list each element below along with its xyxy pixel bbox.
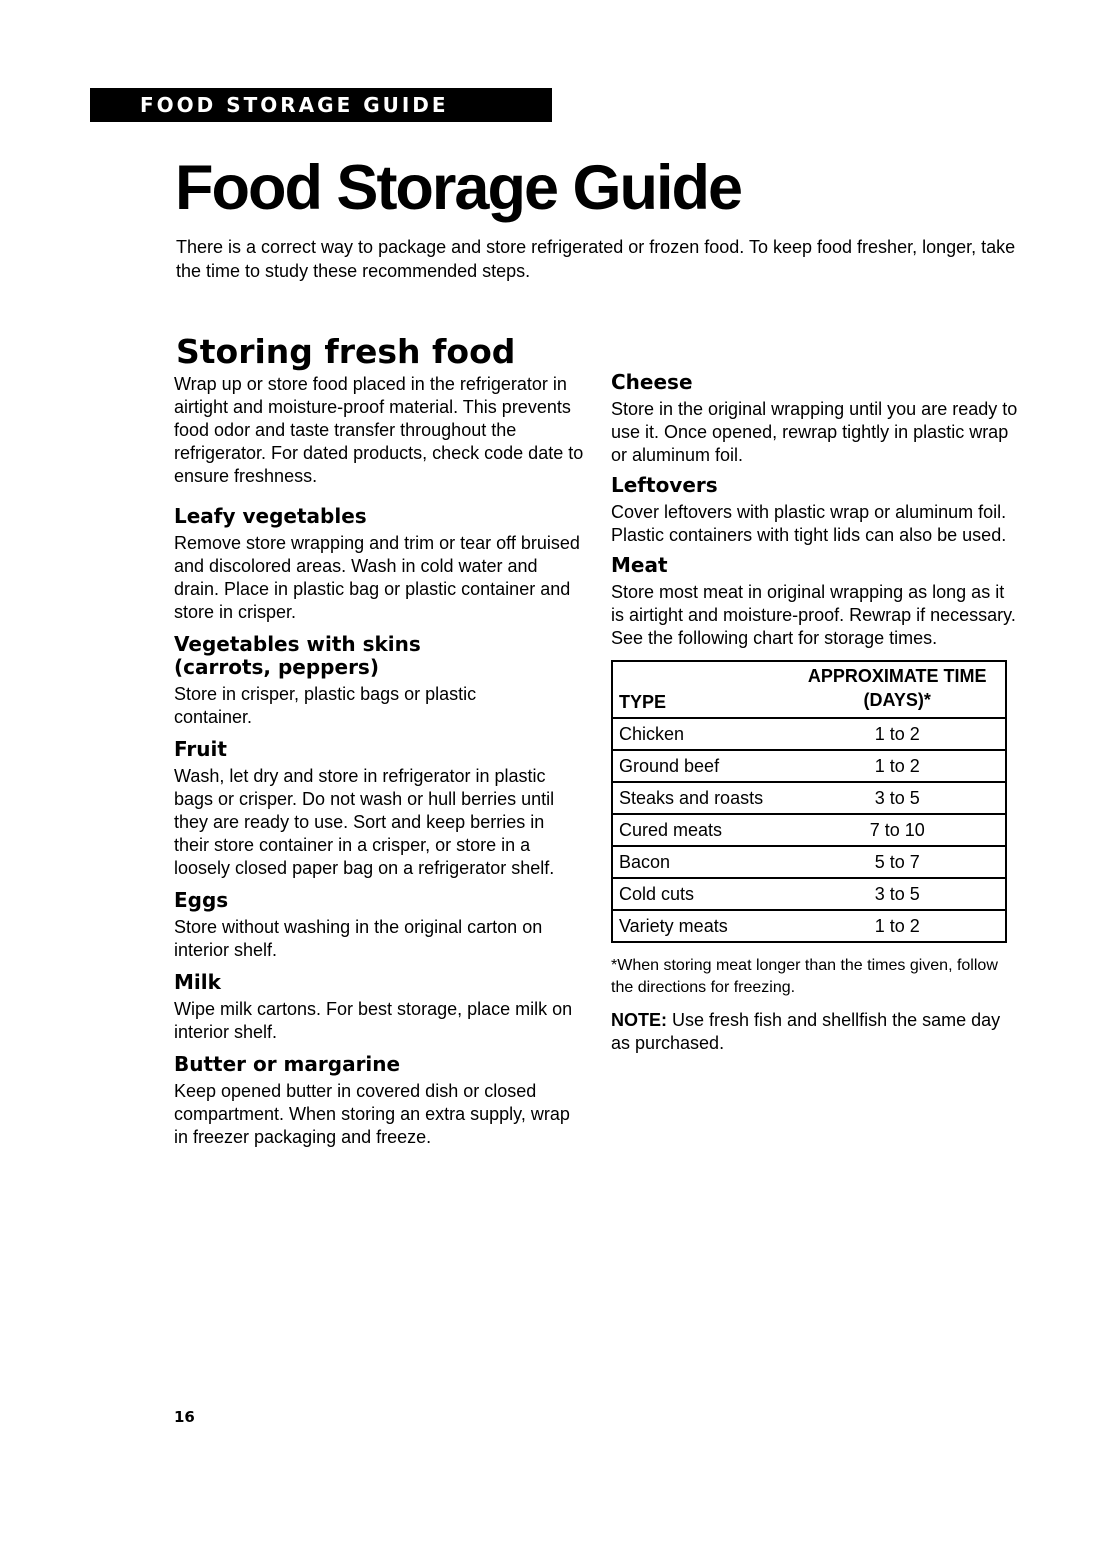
item-heading: Meat (611, 553, 668, 577)
meat-type: Steaks and roasts (612, 782, 789, 814)
page-title: Food Storage Guide (175, 153, 742, 223)
item-heading: Fruit (174, 737, 227, 761)
right-column (611, 371, 1021, 1055)
item-heading: Butter or margarine (174, 1052, 401, 1076)
storage-days: 1 to 2 (789, 910, 1006, 942)
meat-storage-table (611, 660, 1007, 943)
item-text: Cover leftovers with plastic wrap or aluminum foil. Plastic containers with tight lids can also be used. (611, 502, 1007, 545)
storage-item-meat (611, 554, 1021, 650)
table-row (612, 910, 1006, 942)
column-header-time-line2: (DAYS)* (863, 690, 931, 710)
storage-days: 5 to 7 (789, 846, 1006, 878)
storage-days: 3 to 5 (789, 782, 1006, 814)
page-number: 16 (174, 1408, 195, 1426)
left-column (174, 373, 584, 1158)
item-text: Wipe milk cartons. For best storage, place milk on interior shelf. (174, 999, 573, 1042)
item-heading: Leftovers (611, 473, 718, 497)
section-title: Storing fresh food (176, 332, 516, 371)
item-text: Wash, let dry and store in refrigerator in plastic bags or crisper. Do not wash or hull berries until they are ready to use. Sort and keep berries in their store container in a crisper, or store in a loosely closed paper bag on a refrigerator shelf. (174, 766, 555, 878)
table-header-row (612, 661, 1006, 718)
storage-days: 1 to 2 (789, 718, 1006, 750)
note-label: NOTE: (611, 1010, 667, 1030)
meat-type: Variety meats (612, 910, 789, 942)
section-intro: Wrap up or store food placed in the refrigerator in airtight and moisture-proof material. This prevents food odor and taste transfer throughout the refrigerator. For dated products, check code date to ensure freshness. (174, 374, 584, 486)
storage-days: 3 to 5 (789, 878, 1006, 910)
storage-item-fruit (174, 738, 584, 880)
item-text: Store without washing in the original carton on interior shelf. (174, 917, 543, 960)
item-heading: Eggs (174, 888, 229, 912)
storage-days: 7 to 10 (789, 814, 1006, 846)
item-heading: Leafy vegetables (174, 504, 367, 528)
meat-type: Cured meats (612, 814, 789, 846)
item-heading: Vegetables with skins (carrots, peppers) (174, 632, 421, 679)
storage-days: 1 to 2 (789, 750, 1006, 782)
section-banner: FOOD STORAGE GUIDE (90, 88, 552, 122)
meat-type: Chicken (612, 718, 789, 750)
table-row (612, 718, 1006, 750)
storage-item-vegetables-with-skins (174, 633, 584, 729)
table-row (612, 782, 1006, 814)
note-text: Use fresh fish and shellfish the same day as purchased. (611, 1010, 1001, 1053)
column-header-time-line1: APPROXIMATE TIME (807, 666, 987, 686)
table-footnote: *When storing meat longer than the times given, follow the directions for freezing. (611, 957, 998, 996)
item-heading: Milk (174, 970, 221, 994)
table-row (612, 814, 1006, 846)
item-text: Store most meat in original wrapping as long as it is airtight and moisture-proof. Rewrap if necessary. See the following chart for storage times. (611, 582, 1016, 648)
storage-item-leafy-vegetables (174, 505, 584, 624)
storage-item-leftovers (611, 474, 1021, 547)
storage-item-cheese (611, 371, 1021, 467)
item-text: Store in the original wrapping until you are ready to use it. Once opened, rewrap tightly in plastic wrap or aluminum foil. (611, 399, 1018, 465)
item-text: Store in crisper, plastic bags or plastic container. (174, 684, 477, 727)
item-heading: Cheese (611, 370, 693, 394)
meat-type: Cold cuts (612, 878, 789, 910)
item-text: Keep opened butter in covered dish or closed compartment. When storing an extra supply, wrap in freezer packaging and freeze. (174, 1081, 570, 1147)
note-paragraph (611, 1009, 1021, 1055)
item-text: Remove store wrapping and trim or tear off bruised and discolored areas. Wash in cold water and drain. Place in plastic bag or plastic container and store in crisper. (174, 533, 580, 622)
column-header-type: TYPE (612, 661, 789, 718)
meat-type: Bacon (612, 846, 789, 878)
meat-type: Ground beef (612, 750, 789, 782)
storage-item-eggs (174, 889, 584, 962)
table-row (612, 846, 1006, 878)
table-row (612, 878, 1006, 910)
column-header-time (789, 661, 1006, 718)
storage-item-milk (174, 971, 584, 1044)
intro-paragraph: There is a correct way to package and store refrigerated or frozen food. To keep food fresher, longer, take the time to study these recommended steps. (176, 237, 1016, 281)
storage-item-butter (174, 1053, 584, 1149)
table-row (612, 750, 1006, 782)
